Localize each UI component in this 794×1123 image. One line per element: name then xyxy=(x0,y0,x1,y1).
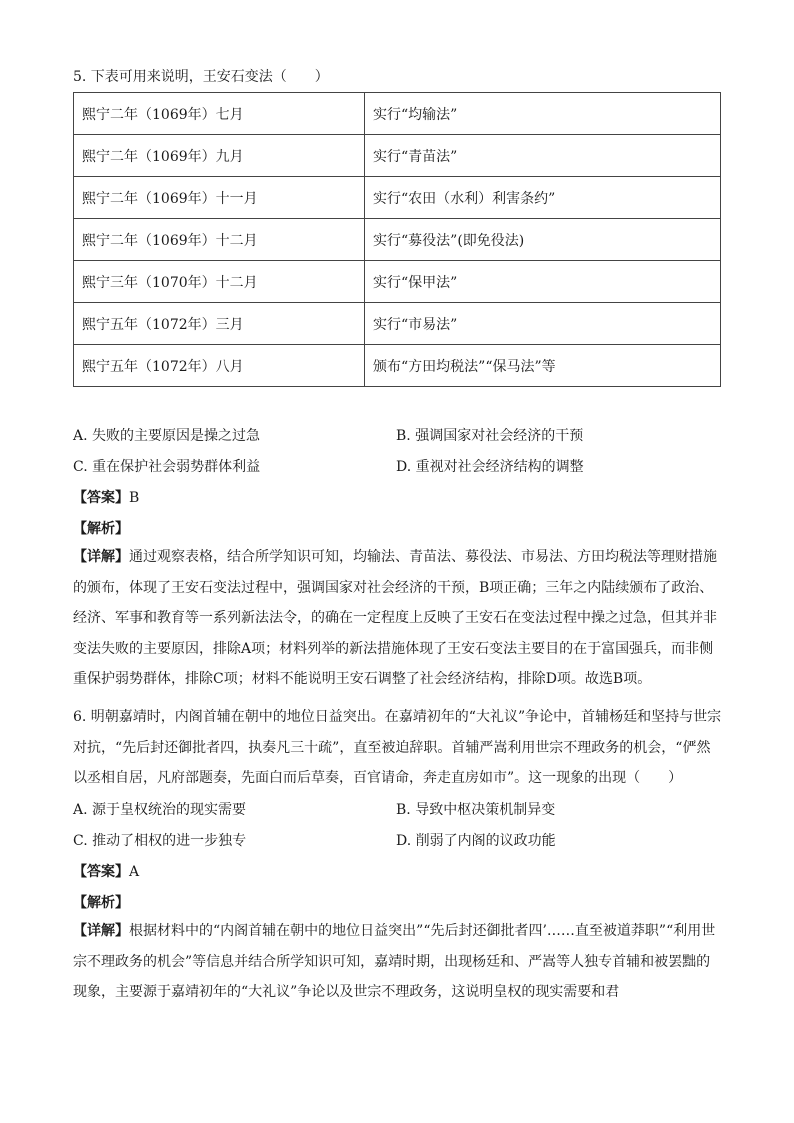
date-cell: 熙宁二年（1069年）九月 xyxy=(74,135,365,177)
q6-option-c: C. 推动了相权的进一步独专 xyxy=(73,833,247,849)
date-cell: 熙宁五年（1072年）三月 xyxy=(74,303,365,345)
table-row xyxy=(74,303,721,345)
q5-stem: 5. 下表可用来说明，王安石变法（ ） xyxy=(73,69,329,85)
measure-cell: 实行“青苗法” xyxy=(365,135,721,177)
measure-cell: 颁布“方田均税法”“保马法”等 xyxy=(365,345,721,387)
table-row xyxy=(74,345,721,387)
q5-option-c: C. 重在保护社会弱势群体利益 xyxy=(73,459,261,475)
answer-label: 【答案】 xyxy=(73,864,129,880)
measure-cell: 实行“农田（水利）利害条约” xyxy=(365,177,721,219)
q5-table xyxy=(73,92,721,387)
q6-answer xyxy=(73,861,139,881)
measure-cell: 实行“募役法”(即免役法) xyxy=(365,219,721,261)
answer-value: B xyxy=(129,490,140,506)
date-cell: 熙宁五年（1072年）八月 xyxy=(74,345,365,387)
measure-cell: 实行“市易法” xyxy=(365,303,721,345)
answer-value: A xyxy=(129,864,140,880)
measure-cell: 实行“均输法” xyxy=(365,93,721,135)
answer-label: 【答案】 xyxy=(73,490,129,506)
q6-analysis-label: 【解析】 xyxy=(73,895,129,911)
detail-label: 【详解】 xyxy=(73,549,129,565)
table-row xyxy=(74,219,721,261)
q6-stem: 6. 明朝嘉靖时，内阁首辅在朝中的地位日益突出。在嘉靖初年的“大礼议”争论中，首辅杨廷和坚持与世宗对抗，“先后封还御批者四，执奏凡三十疏”，直至被迫辞职。首辅严嵩利用世宗不理政务的机会，“俨然以丞相自居，凡府部题奏，先面白而后草奏，百官请命，奔走直房如市”。这一现象的出现（ ） xyxy=(73,709,722,786)
measure-cell: 实行“保甲法” xyxy=(365,261,721,303)
q6-option-d: D. 削弱了内阁的议政功能 xyxy=(396,833,556,849)
date-cell: 熙宁二年（1069年）十二月 xyxy=(74,219,365,261)
detail-text: 通过观察表格，结合所学知识可知，均输法、青苗法、募役法、市易法、方田均税法等理财措施的颁布，体现了王安石变法过程中，强调国家对社会经济的干预，B项正确；三年之内陆续颁布了政治、经济、军事和教育等一系列新法法令，的确在一定程度上反映了王安石在变法过程中操之过急，但其并非变法失败的主要原因，排除A项；材料列举的新法措施体现了王安石变法主要目的在于富国强兵，而非侧重保护弱势群体，排除C项；材料不能说明王安石调整了社会经济结构，排除D项。故选B项。 xyxy=(73,549,717,687)
table-row xyxy=(74,93,721,135)
q6-option-b: B. 导致中枢决策机制异变 xyxy=(396,802,556,818)
table-row xyxy=(74,135,721,177)
table-row xyxy=(74,177,721,219)
q5-option-b: B. 强调国家对社会经济的干预 xyxy=(396,428,584,444)
q5-option-d: D. 重视对社会经济结构的调整 xyxy=(396,459,584,475)
detail-text: 根据材料中的“内阁首辅在朝中的地位日益突出”“先后封还御批者四’……直至被道莽职”“利用世宗不理政务的机会”等信息并结合所学知识可知，嘉靖时期，出现杨廷和、严嵩等人独专首辅和被罢黜的现象，主要源于嘉靖初年的“大礼议”争论以及世宗不理政务，这说明皇权的现实需要和君 xyxy=(73,923,716,1000)
q6-option-a: A. 源于皇权统治的现实需要 xyxy=(73,802,247,818)
q5-analysis-label: 【解析】 xyxy=(73,521,129,537)
date-cell: 熙宁二年（1069年）七月 xyxy=(74,93,365,135)
q5-detail xyxy=(73,542,723,695)
date-cell: 熙宁三年（1070年）十二月 xyxy=(74,261,365,303)
table-row xyxy=(74,261,721,303)
q6-detail xyxy=(73,916,723,1008)
date-cell: 熙宁二年（1069年）十一月 xyxy=(74,177,365,219)
q5-option-a: A. 失败的主要原因是操之过急 xyxy=(73,428,261,444)
detail-label: 【详解】 xyxy=(73,923,129,939)
q5-answer xyxy=(73,487,139,507)
